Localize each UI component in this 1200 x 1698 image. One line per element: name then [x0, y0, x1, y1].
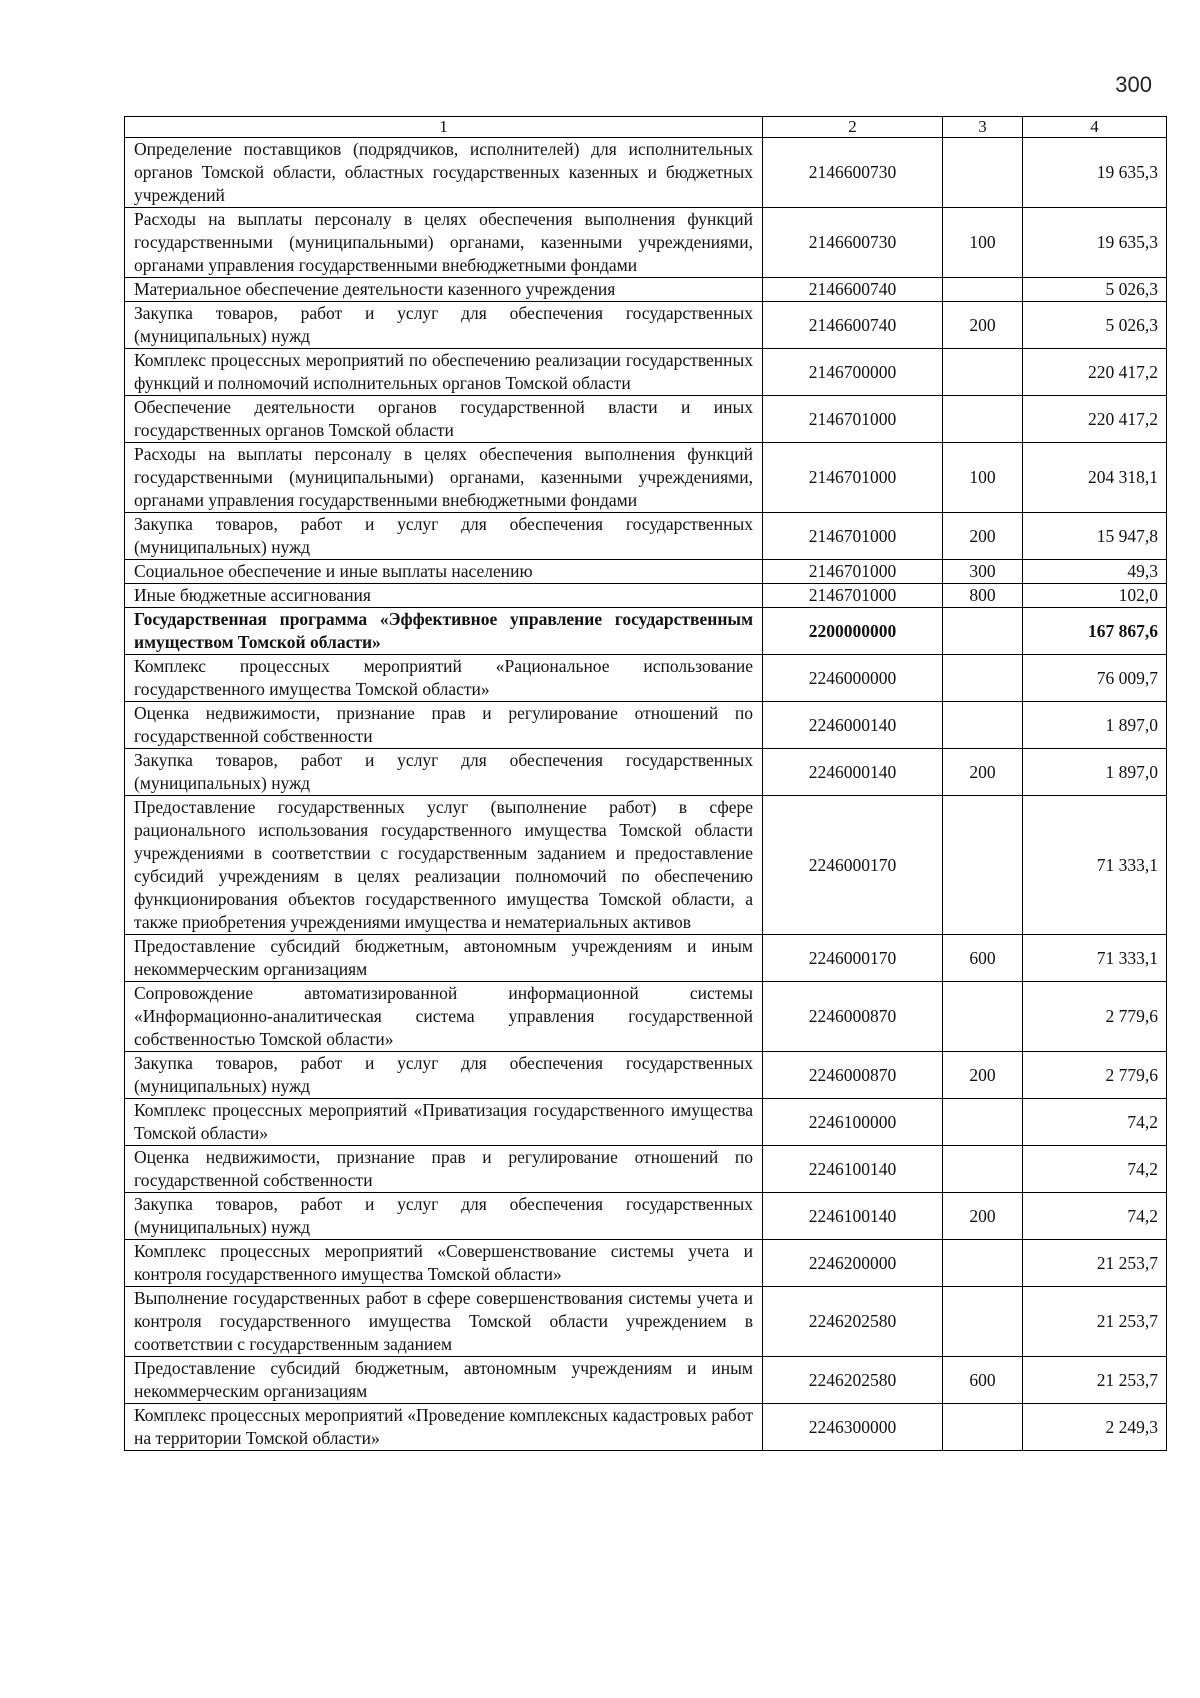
row-code-cell: 2146701000	[763, 513, 943, 560]
row-amount-cell: 2 779,6	[1023, 1052, 1167, 1099]
row-name-cell: Закупка товаров, работ и услуг для обеспечения государственных (муниципальных) нужд	[125, 1193, 763, 1240]
column-header-4: 4	[1023, 117, 1167, 138]
row-type-cell: 600	[943, 1357, 1023, 1404]
row-type-cell: 200	[943, 1193, 1023, 1240]
row-type-cell	[943, 349, 1023, 396]
table-row	[125, 138, 1167, 208]
table-row	[125, 702, 1167, 749]
table-row	[125, 278, 1167, 302]
column-header-3: 3	[943, 117, 1023, 138]
row-amount-cell: 19 635,3	[1023, 138, 1167, 208]
row-amount-cell: 5 026,3	[1023, 278, 1167, 302]
table-row	[125, 560, 1167, 584]
row-code-cell: 2146701000	[763, 396, 943, 443]
row-amount-cell: 74,2	[1023, 1099, 1167, 1146]
page-number: 300	[1115, 72, 1152, 97]
row-type-cell: 300	[943, 560, 1023, 584]
row-name-cell: Государственная программа «Эффективное управление государственным имуществом Томской области»	[125, 608, 763, 655]
row-type-cell	[943, 702, 1023, 749]
row-amount-cell: 71 333,1	[1023, 935, 1167, 982]
row-amount-cell: 167 867,6	[1023, 608, 1167, 655]
row-name-cell: Сопровождение автоматизированной информационной системы «Информационно-аналитическая система управления государственной собственностью Томской области»	[125, 982, 763, 1052]
table-row	[125, 1099, 1167, 1146]
row-type-cell	[943, 1099, 1023, 1146]
row-code-cell: 2246100140	[763, 1146, 943, 1193]
row-code-cell: 2246000170	[763, 935, 943, 982]
row-amount-cell: 204 318,1	[1023, 443, 1167, 513]
row-type-cell	[943, 396, 1023, 443]
row-type-cell	[943, 1240, 1023, 1287]
row-name-cell: Оценка недвижимости, признание прав и регулирование отношений по государственной собственности	[125, 1146, 763, 1193]
row-amount-cell: 21 253,7	[1023, 1240, 1167, 1287]
row-amount-cell: 1 897,0	[1023, 749, 1167, 796]
table-row	[125, 1146, 1167, 1193]
row-amount-cell: 21 253,7	[1023, 1287, 1167, 1357]
row-type-cell	[943, 138, 1023, 208]
row-code-cell: 2146700000	[763, 349, 943, 396]
row-type-cell: 600	[943, 935, 1023, 982]
row-name-cell: Комплекс процессных мероприятий «Проведение комплексных кадастровых работ на территории Томской области»	[125, 1404, 763, 1451]
table-row	[125, 1404, 1167, 1451]
row-type-cell: 100	[943, 443, 1023, 513]
row-name-cell: Определение поставщиков (подрядчиков, исполнителей) для исполнительных органов Томской области, областных государственных казенных и бюджетных учреждений	[125, 138, 763, 208]
budget-table	[124, 116, 1167, 1451]
table-row	[125, 208, 1167, 278]
row-amount-cell: 2 779,6	[1023, 982, 1167, 1052]
row-code-cell: 2246000870	[763, 1052, 943, 1099]
table-row	[125, 749, 1167, 796]
row-code-cell: 2246000000	[763, 655, 943, 702]
row-amount-cell: 2 249,3	[1023, 1404, 1167, 1451]
row-type-cell: 200	[943, 302, 1023, 349]
row-amount-cell: 5 026,3	[1023, 302, 1167, 349]
row-code-cell: 2246202580	[763, 1287, 943, 1357]
row-code-cell: 2246200000	[763, 1240, 943, 1287]
row-name-cell: Выполнение государственных работ в сфере совершенствования системы учета и контроля государственного имущества Томской области учреждением в соответствии с государственным заданием	[125, 1287, 763, 1357]
row-name-cell: Предоставление государственных услуг (выполнение работ) в сфере рационального использования государственного имущества Томской области учреждениями в соответствии с государственным заданием и предоставление субсидий учреждениям в целях реализации полномочий по обеспечению функционирования объектов государственного имущества Томской области, а также приобретения учреждениями имущества и нематериальных активов	[125, 796, 763, 935]
row-code-cell: 2146701000	[763, 560, 943, 584]
row-name-cell: Предоставление субсидий бюджетным, автономным учреждениям и иным некоммерческим организациям	[125, 1357, 763, 1404]
row-type-cell: 200	[943, 1052, 1023, 1099]
row-type-cell	[943, 1404, 1023, 1451]
table-row	[125, 513, 1167, 560]
table-row	[125, 1357, 1167, 1404]
row-code-cell: 2246000140	[763, 702, 943, 749]
row-type-cell	[943, 608, 1023, 655]
table-row	[125, 935, 1167, 982]
table-row	[125, 982, 1167, 1052]
row-name-cell: Предоставление субсидий бюджетным, автономным учреждениям и иным некоммерческим организациям	[125, 935, 763, 982]
table-row	[125, 796, 1167, 935]
row-code-cell: 2146600730	[763, 208, 943, 278]
table-row	[125, 1193, 1167, 1240]
column-header-2: 2	[763, 117, 943, 138]
table-row	[125, 608, 1167, 655]
row-type-cell	[943, 982, 1023, 1052]
row-name-cell: Расходы на выплаты персоналу в целях обеспечения выполнения функций государственными (муниципальными) органами, казенными учреждениями, органами управления государственными внебюджетными фондами	[125, 208, 763, 278]
row-code-cell: 2146701000	[763, 443, 943, 513]
row-name-cell: Закупка товаров, работ и услуг для обеспечения государственных (муниципальных) нужд	[125, 302, 763, 349]
row-amount-cell: 74,2	[1023, 1193, 1167, 1240]
row-amount-cell: 21 253,7	[1023, 1357, 1167, 1404]
row-name-cell: Оценка недвижимости, признание прав и регулирование отношений по государственной собственности	[125, 702, 763, 749]
row-amount-cell: 19 635,3	[1023, 208, 1167, 278]
table-row	[125, 396, 1167, 443]
row-name-cell: Расходы на выплаты персоналу в целях обеспечения выполнения функций государственными (муниципальными) органами, казенными учреждениями, органами управления государственными внебюджетными фондами	[125, 443, 763, 513]
row-name-cell: Закупка товаров, работ и услуг для обеспечения государственных (муниципальных) нужд	[125, 749, 763, 796]
table-row	[125, 1240, 1167, 1287]
row-code-cell: 2246000170	[763, 796, 943, 935]
row-name-cell: Комплекс процессных мероприятий по обеспечению реализации государственных функций и полномочий исполнительных органов Томской области	[125, 349, 763, 396]
row-type-cell	[943, 1287, 1023, 1357]
row-code-cell: 2146600740	[763, 278, 943, 302]
row-type-cell: 800	[943, 584, 1023, 608]
row-amount-cell: 71 333,1	[1023, 796, 1167, 935]
row-amount-cell: 102,0	[1023, 584, 1167, 608]
row-type-cell	[943, 655, 1023, 702]
row-type-cell: 200	[943, 513, 1023, 560]
budget-table-body	[125, 117, 1167, 1451]
row-code-cell: 2246300000	[763, 1404, 943, 1451]
row-code-cell: 2146600730	[763, 138, 943, 208]
table-row	[125, 302, 1167, 349]
row-type-cell	[943, 278, 1023, 302]
row-type-cell	[943, 796, 1023, 935]
table-row	[125, 349, 1167, 396]
row-type-cell	[943, 1146, 1023, 1193]
row-name-cell: Комплекс процессных мероприятий «Приватизация государственного имущества Томской области»	[125, 1099, 763, 1146]
row-code-cell: 2200000000	[763, 608, 943, 655]
row-name-cell: Комплекс процессных мероприятий «Рациональное использование государственного имущества Томской области»	[125, 655, 763, 702]
row-amount-cell: 220 417,2	[1023, 396, 1167, 443]
row-code-cell: 2246202580	[763, 1357, 943, 1404]
row-code-cell: 2146701000	[763, 584, 943, 608]
row-name-cell: Иные бюджетные ассигнования	[125, 584, 763, 608]
row-type-cell: 100	[943, 208, 1023, 278]
row-name-cell: Материальное обеспечение деятельности казенного учреждения	[125, 278, 763, 302]
row-code-cell: 2246100140	[763, 1193, 943, 1240]
row-name-cell: Закупка товаров, работ и услуг для обеспечения государственных (муниципальных) нужд	[125, 1052, 763, 1099]
table-row	[125, 584, 1167, 608]
table-row	[125, 443, 1167, 513]
row-code-cell: 2246100000	[763, 1099, 943, 1146]
row-amount-cell: 1 897,0	[1023, 702, 1167, 749]
row-amount-cell: 74,2	[1023, 1146, 1167, 1193]
row-name-cell: Обеспечение деятельности органов государственной власти и иных государственных органов Томской области	[125, 396, 763, 443]
row-name-cell: Комплекс процессных мероприятий «Совершенствование системы учета и контроля государственного имущества Томской области»	[125, 1240, 763, 1287]
row-amount-cell: 49,3	[1023, 560, 1167, 584]
row-name-cell: Закупка товаров, работ и услуг для обеспечения государственных (муниципальных) нужд	[125, 513, 763, 560]
row-name-cell: Социальное обеспечение и иные выплаты населению	[125, 560, 763, 584]
row-amount-cell: 15 947,8	[1023, 513, 1167, 560]
row-code-cell: 2246000870	[763, 982, 943, 1052]
row-type-cell: 200	[943, 749, 1023, 796]
row-amount-cell: 76 009,7	[1023, 655, 1167, 702]
row-code-cell: 2146600740	[763, 302, 943, 349]
column-header-1: 1	[125, 117, 763, 138]
row-amount-cell: 220 417,2	[1023, 349, 1167, 396]
table-header-row	[125, 117, 1167, 138]
table-row	[125, 655, 1167, 702]
table-row	[125, 1287, 1167, 1357]
row-code-cell: 2246000140	[763, 749, 943, 796]
table-row	[125, 1052, 1167, 1099]
